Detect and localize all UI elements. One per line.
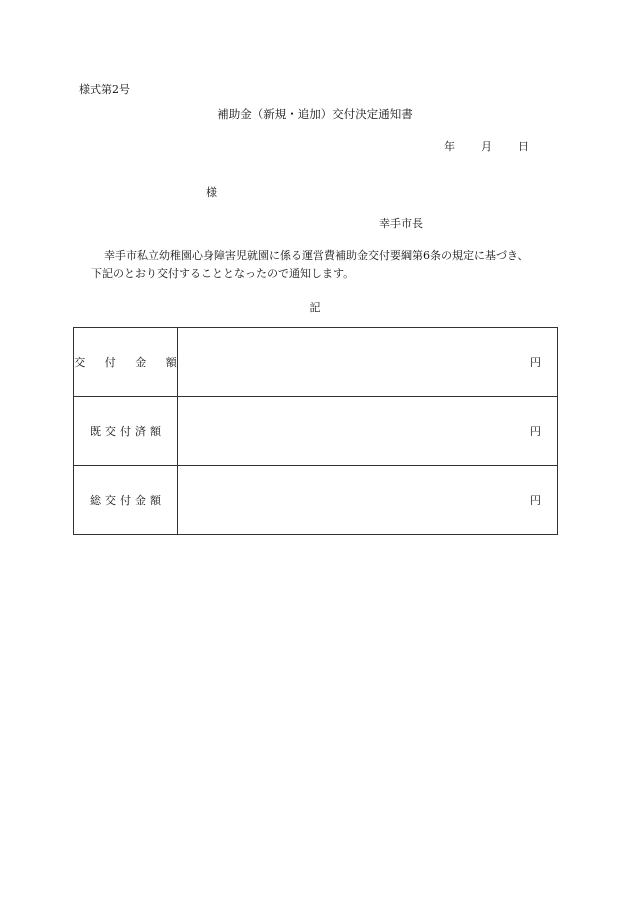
body-text <box>91 247 571 283</box>
row-label-cell <box>74 466 178 535</box>
yen-unit: 円 <box>530 356 541 369</box>
total-granted-value <box>178 466 558 535</box>
grant-amount-label: 交 付 金 額 <box>74 356 185 369</box>
already-granted-value <box>178 397 558 466</box>
amount-table <box>73 327 558 535</box>
already-granted-label: 既交付済額 <box>90 425 165 438</box>
month-label: 月 <box>481 140 492 153</box>
table-row-grant-amount <box>74 328 558 397</box>
year-label: 年 <box>444 140 455 153</box>
table-row-total-granted <box>74 466 558 535</box>
yen-unit: 円 <box>530 425 541 438</box>
grant-amount-value <box>178 328 558 397</box>
document-title: 補助金（新規・追加）交付決定通知書 <box>217 107 413 121</box>
sender-name: 幸手市長 <box>379 217 423 230</box>
total-granted-label: 総交付金額 <box>90 494 165 507</box>
body-line-1: 幸手市私立幼稚園心身障害児就園に係る運営費補助金交付要綱第6条の規定に基づき、 <box>104 249 529 262</box>
recipient-honorific: 様 <box>206 186 217 199</box>
date-line <box>444 138 529 154</box>
day-label: 日 <box>518 140 529 153</box>
table-row-already-granted <box>74 397 558 466</box>
row-label-cell <box>74 397 178 466</box>
body-line-2: 下記のとおり交付することとなったので通知します。 <box>91 267 355 280</box>
row-label-cell <box>74 328 185 397</box>
form-number: 様式第2号 <box>79 83 130 96</box>
ki-heading: 記 <box>309 301 321 314</box>
yen-unit: 円 <box>530 494 541 507</box>
